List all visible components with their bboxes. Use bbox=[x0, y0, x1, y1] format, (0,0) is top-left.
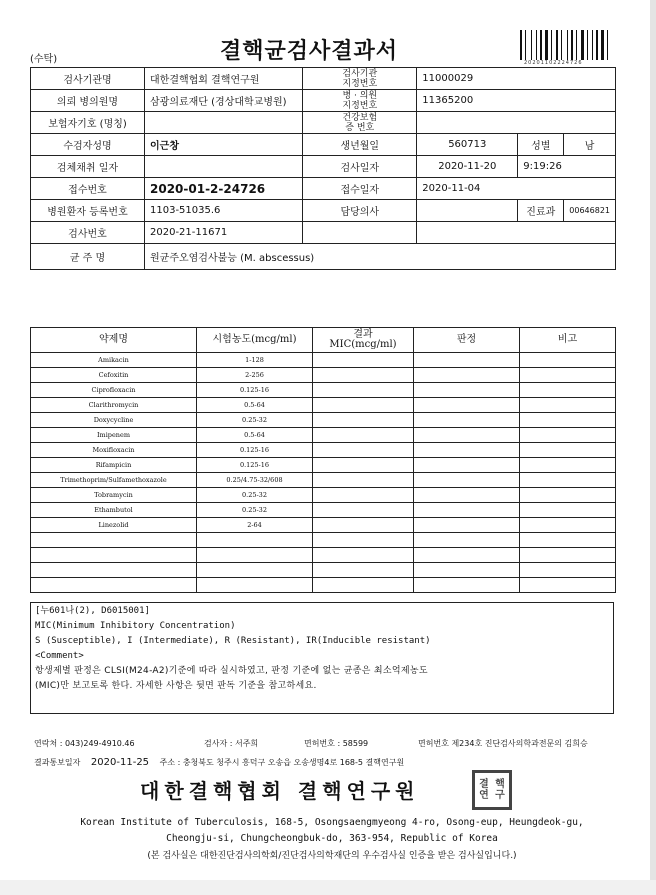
test-concentration: 0.5-64 bbox=[197, 428, 313, 443]
judgement bbox=[414, 428, 520, 443]
judgement bbox=[414, 473, 520, 488]
test-concentration bbox=[197, 548, 313, 563]
barcode-bar bbox=[578, 30, 580, 60]
remark bbox=[520, 488, 616, 503]
drug-row bbox=[31, 518, 616, 533]
remark bbox=[520, 518, 616, 533]
drug-row bbox=[31, 383, 616, 398]
mic-result bbox=[313, 383, 414, 398]
remark bbox=[520, 353, 616, 368]
col-concentration: 시험농도(mcg/ml) bbox=[197, 328, 313, 353]
info-label: 건강보험 증 번호 bbox=[303, 112, 417, 134]
test-concentration: 2-256 bbox=[197, 368, 313, 383]
drug-row bbox=[31, 473, 616, 488]
test-concentration: 0.25-32 bbox=[197, 488, 313, 503]
document-title: 결핵균검사결과서 bbox=[220, 38, 399, 64]
info-label: 의뢰 병의원명 bbox=[31, 90, 145, 112]
barcode-bar bbox=[553, 30, 555, 60]
empty-cell bbox=[303, 222, 417, 244]
drug-name: Doxycycline bbox=[31, 413, 197, 428]
receipt-number: 2020-01-2-24726 bbox=[145, 178, 303, 200]
barcode-bar bbox=[545, 30, 548, 60]
judgement bbox=[414, 503, 520, 518]
mic-result bbox=[313, 368, 414, 383]
drug-row bbox=[31, 368, 616, 383]
note-mic: MIC(Minimum Inhibitory Concentration) bbox=[35, 621, 236, 631]
remark bbox=[520, 428, 616, 443]
test-date: 2020-11-20 bbox=[417, 156, 518, 178]
drug-name: Ciprofloxacin bbox=[31, 383, 197, 398]
contact-phone: 연락처 : 043)249-4910.46 bbox=[34, 739, 135, 748]
page-shadow bbox=[650, 0, 656, 880]
barcode bbox=[520, 30, 614, 60]
info-value: 삼광의료재단 (경상대학교병원) bbox=[145, 90, 303, 112]
judgement bbox=[414, 458, 520, 473]
sex-value: 남 bbox=[564, 134, 616, 156]
info-row bbox=[31, 68, 616, 90]
info-label: 접수번호 bbox=[31, 178, 145, 200]
barcode-bar bbox=[538, 30, 539, 60]
judgement bbox=[414, 548, 520, 563]
test-concentration: 0.5-64 bbox=[197, 398, 313, 413]
drug-name: Tobramycin bbox=[31, 488, 197, 503]
patient-name: 이근창 bbox=[145, 134, 303, 156]
barcode-bar bbox=[520, 30, 522, 60]
note-comment: (MIC)만 보고토록 한다. 자세한 사항은 뒷면 판독 기준을 참고하세요. bbox=[35, 681, 317, 691]
strain-name: 원균주오염검사불능 (M. abscessus) bbox=[145, 244, 616, 270]
judgement bbox=[414, 398, 520, 413]
col-remark: 비고 bbox=[520, 328, 616, 353]
mic-result bbox=[313, 428, 414, 443]
info-value: 11365200 bbox=[417, 90, 616, 112]
info-row bbox=[31, 178, 616, 200]
mic-result bbox=[313, 518, 414, 533]
barcode-bar bbox=[596, 30, 598, 60]
mic-result bbox=[313, 413, 414, 428]
info-row bbox=[31, 134, 616, 156]
barcode-bar bbox=[533, 30, 535, 60]
drug-row bbox=[31, 533, 616, 548]
barcode-bar bbox=[605, 30, 606, 60]
barcode-bar bbox=[594, 30, 595, 60]
drug-row bbox=[31, 578, 616, 593]
remark bbox=[520, 368, 616, 383]
mic-result bbox=[313, 458, 414, 473]
report-date: 2020-11-25 bbox=[90, 757, 150, 768]
judgement bbox=[414, 578, 520, 593]
remark bbox=[520, 533, 616, 548]
info-row bbox=[31, 90, 616, 112]
certification-note: (본 검사실은 대한진단검사의학회/진단검사의학재단의 우수검사실 인증을 받은 검사실입니다.) bbox=[147, 851, 517, 861]
barcode-bar bbox=[540, 30, 542, 60]
drug-row bbox=[31, 398, 616, 413]
registration-number: 1103-51035.6 bbox=[145, 200, 303, 222]
drug-name bbox=[31, 533, 197, 548]
info-value bbox=[145, 156, 303, 178]
tester: 검사자 : 서주희 bbox=[204, 739, 259, 748]
test-concentration: 0.25/4.75-32/608 bbox=[197, 473, 313, 488]
birth-date: 560713 bbox=[417, 134, 518, 156]
report-row bbox=[34, 757, 412, 768]
seal-character: 구 bbox=[495, 790, 505, 801]
drug-row bbox=[31, 428, 616, 443]
barcode-bar bbox=[569, 30, 570, 60]
mic-result bbox=[313, 548, 414, 563]
info-label: 검사일자 bbox=[303, 156, 417, 178]
info-row bbox=[31, 222, 616, 244]
info-label: 검사번호 bbox=[31, 222, 145, 244]
info-label: 검체채취 일자 bbox=[31, 156, 145, 178]
info-label: 균 주 명 bbox=[31, 244, 145, 270]
barcode-bar bbox=[599, 30, 600, 60]
barcode-bar bbox=[607, 30, 608, 60]
info-label: 검사기관 지정번호 bbox=[303, 68, 417, 90]
doctor-value bbox=[417, 200, 518, 222]
info-label: 수검자성명 bbox=[31, 134, 145, 156]
barcode-bar bbox=[527, 30, 530, 60]
drug-name: Imipenem bbox=[31, 428, 197, 443]
info-label: 병원환자 등록번호 bbox=[31, 200, 145, 222]
col-judgement: 판정 bbox=[414, 328, 520, 353]
note-legend: S (Susceptible), I (Intermediate), R (Resistant), IR(Inducible resistant) bbox=[35, 636, 431, 646]
note-comment: 항생제별 판정은 CLSI(M24-A2)기준에 따라 실시하였고, 판정 기준에 없는 균종은 최소억제농도 bbox=[35, 666, 428, 676]
note-code: [누601나(2), D6015001] bbox=[35, 606, 150, 616]
drug-name: Trimethoprim/Sulfamethoxazole bbox=[31, 473, 197, 488]
info-row bbox=[31, 244, 616, 270]
info-value bbox=[417, 112, 616, 134]
note-comment-label: <Comment> bbox=[35, 651, 84, 661]
judgement bbox=[414, 518, 520, 533]
barcode-bar bbox=[551, 30, 552, 60]
barcode-bar bbox=[531, 30, 532, 60]
address-korean: 주소 : 충청북도 청주시 흥덕구 오송읍 오송생명4로 168-5 결핵연구원 bbox=[159, 758, 405, 767]
info-value: 대한결핵협회 결핵연구원 bbox=[145, 68, 303, 90]
remark bbox=[520, 413, 616, 428]
drug-name: Ethambutol bbox=[31, 503, 197, 518]
drug-name bbox=[31, 578, 197, 593]
remark bbox=[520, 458, 616, 473]
mic-result bbox=[313, 563, 414, 578]
remark bbox=[520, 548, 616, 563]
address-english bbox=[52, 815, 612, 847]
remark bbox=[520, 578, 616, 593]
info-row bbox=[31, 112, 616, 134]
drug-name: Rifampicin bbox=[31, 458, 197, 473]
seal-character: 연 bbox=[479, 790, 489, 801]
seal-character: 핵 bbox=[495, 779, 505, 790]
remark bbox=[520, 503, 616, 518]
judgement bbox=[414, 368, 520, 383]
judgement bbox=[414, 443, 520, 458]
drug-header-row bbox=[31, 328, 616, 353]
judgement bbox=[414, 413, 520, 428]
barcode-bar bbox=[543, 30, 544, 60]
barcode-bar bbox=[549, 30, 550, 60]
barcode-bar bbox=[585, 30, 586, 60]
col-mic: 결과 MIC(mcg/ml) bbox=[313, 328, 414, 353]
judgement bbox=[414, 353, 520, 368]
drug-row bbox=[31, 353, 616, 368]
test-concentration bbox=[197, 533, 313, 548]
official-seal bbox=[472, 770, 512, 810]
test-concentration: 1-128 bbox=[197, 353, 313, 368]
report-date-label: 결과통보일자 bbox=[34, 758, 81, 767]
barcode-bar bbox=[525, 30, 526, 60]
remark bbox=[520, 443, 616, 458]
mic-result bbox=[313, 533, 414, 548]
drug-name: Cefoxitin bbox=[31, 368, 197, 383]
test-concentration: 0.25-32 bbox=[197, 503, 313, 518]
barcode-bar bbox=[587, 30, 588, 60]
patient-info-table bbox=[30, 67, 616, 270]
info-label: 검사기관명 bbox=[31, 68, 145, 90]
remark bbox=[520, 563, 616, 578]
judgement bbox=[414, 383, 520, 398]
address-line: Cheongju-si, Chungcheongbuk-do, 363-954, Republic of Korea bbox=[166, 833, 498, 844]
mic-result bbox=[313, 473, 414, 488]
doctor-license: 면허번호 제234호 진단검사의학과전문의 김희승 bbox=[418, 739, 588, 748]
test-number: 2020-21-11671 bbox=[145, 222, 303, 244]
barcode-bar bbox=[556, 30, 558, 60]
drug-name: Clarithromycin bbox=[31, 398, 197, 413]
info-value bbox=[145, 112, 303, 134]
seal-character: 결 bbox=[479, 779, 489, 790]
barcode-bar bbox=[571, 30, 573, 60]
mic-result bbox=[313, 353, 414, 368]
info-label: 성별 bbox=[518, 134, 564, 156]
barcode-bar bbox=[567, 30, 568, 60]
col-drug: 약제명 bbox=[31, 328, 197, 353]
info-label: 생년월일 bbox=[303, 134, 417, 156]
mic-result bbox=[313, 578, 414, 593]
drug-susceptibility-table bbox=[30, 327, 616, 593]
info-row bbox=[31, 200, 616, 222]
info-value: 11000029 bbox=[417, 68, 616, 90]
test-concentration bbox=[197, 563, 313, 578]
drug-row bbox=[31, 548, 616, 563]
drug-name bbox=[31, 548, 197, 563]
notes-box bbox=[30, 602, 614, 714]
barcode-bar bbox=[576, 30, 577, 60]
receipt-date: 2020-11-04 bbox=[417, 178, 616, 200]
barcode-bar bbox=[523, 30, 524, 60]
info-label: 보험자기호 (명칭) bbox=[31, 112, 145, 134]
barcode-bar bbox=[574, 30, 575, 60]
drug-row bbox=[31, 458, 616, 473]
mic-result bbox=[313, 488, 414, 503]
drug-name: Amikacin bbox=[31, 353, 197, 368]
mic-result bbox=[313, 398, 414, 413]
test-time: 9:19:26 bbox=[518, 156, 616, 178]
judgement bbox=[414, 488, 520, 503]
drug-name bbox=[31, 563, 197, 578]
barcode-bar bbox=[559, 30, 560, 60]
barcode-number: 20201102224726 bbox=[524, 60, 583, 66]
barcode-bar bbox=[563, 30, 566, 60]
info-label: 진료과 bbox=[518, 200, 564, 222]
institute-name: 대한결핵협회 결핵연구원 bbox=[140, 779, 420, 803]
mic-result bbox=[313, 503, 414, 518]
drug-name: Linezolid bbox=[31, 518, 197, 533]
test-concentration: 2-64 bbox=[197, 518, 313, 533]
info-label: 병 · 의원 지정번호 bbox=[303, 90, 417, 112]
address-line: Korean Institute of Tuberculosis, 168-5, Osongsaengmyeong 4-ro, Osong-eup, Heungdeok-gu, bbox=[80, 817, 584, 828]
empty-cell bbox=[417, 222, 616, 244]
test-concentration: 0.25-32 bbox=[197, 413, 313, 428]
judgement bbox=[414, 563, 520, 578]
barcode-bar bbox=[592, 30, 593, 60]
drug-row bbox=[31, 443, 616, 458]
judgement bbox=[414, 533, 520, 548]
drug-row bbox=[31, 503, 616, 518]
barcode-bar bbox=[536, 30, 537, 60]
department-code: 00646821 bbox=[564, 200, 616, 222]
test-concentration: 0.125-16 bbox=[197, 443, 313, 458]
barcode-bar bbox=[561, 30, 562, 60]
drug-row bbox=[31, 488, 616, 503]
barcode-bar bbox=[601, 30, 604, 60]
drug-name: Moxifloxacin bbox=[31, 443, 197, 458]
info-label: 접수일자 bbox=[303, 178, 417, 200]
info-label: 담당의사 bbox=[303, 200, 417, 222]
barcode-bar bbox=[581, 30, 584, 60]
drug-row bbox=[31, 563, 616, 578]
remark bbox=[520, 383, 616, 398]
test-concentration: 0.125-16 bbox=[197, 458, 313, 473]
drug-row bbox=[31, 413, 616, 428]
remark bbox=[520, 473, 616, 488]
test-concentration: 0.125-16 bbox=[197, 383, 313, 398]
tester-license: 면허번호 : 58599 bbox=[304, 739, 369, 748]
barcode-bar bbox=[589, 30, 591, 60]
mic-result bbox=[313, 443, 414, 458]
consignment-label: (수탁) bbox=[30, 54, 58, 65]
remark bbox=[520, 398, 616, 413]
info-row bbox=[31, 156, 616, 178]
test-concentration bbox=[197, 578, 313, 593]
